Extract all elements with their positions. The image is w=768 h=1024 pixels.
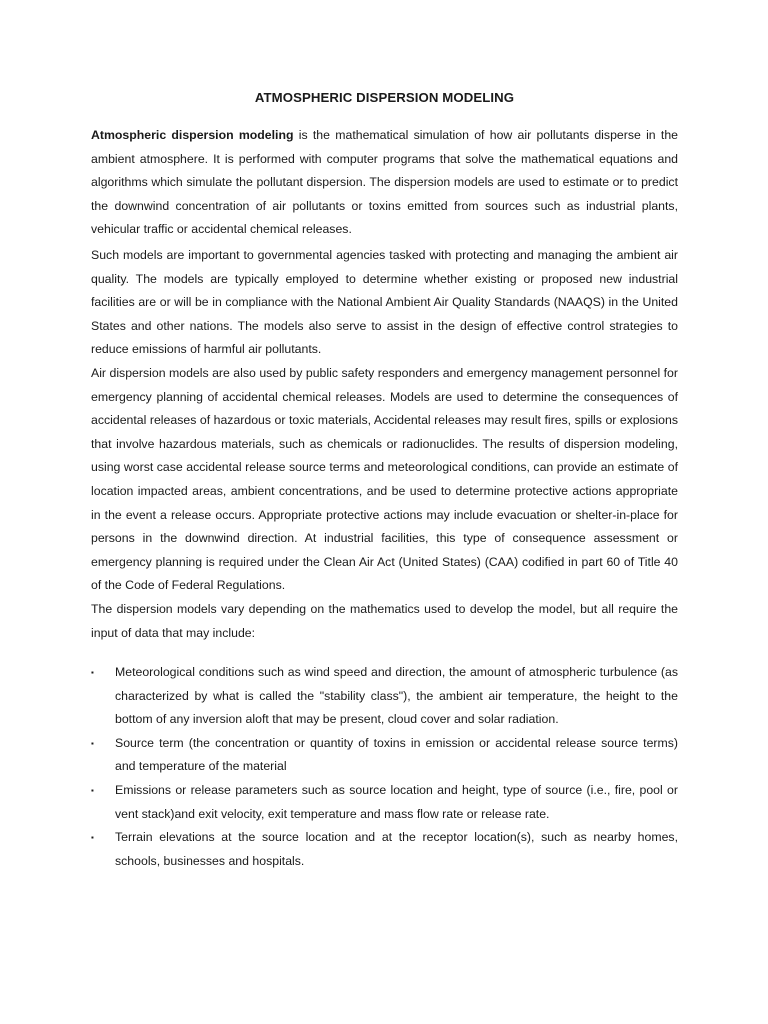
square-bullet-icon: ▪ — [91, 668, 94, 677]
paragraph-importance: Such models are important to governmental agencies tasked with protecting and managing the ambient air quality. The models are typically employed to determine whether existing or proposed new industrial facilities are or will be in compliance with the National Ambient Air Quality Standards (NAAQS) in the United States and other nations. The models also serve to assist in the design of effective control strategies to reduce emissions of harmful air pollutants. — [91, 248, 678, 357]
document-title: ATMOSPHERIC DISPERSION MODELING — [254, 90, 515, 105]
list-item-text: Meteorological conditions such as wind speed and direction, the amount of atmospheric turbulence (as characterized by what is called the "stability class"), the ambient air temperature, the height to the bottom of any inversion aloft that may be present, cloud cover and solar radiation. — [115, 665, 678, 727]
square-bullet-icon: ▪ — [91, 833, 94, 843]
list-item — [91, 732, 678, 779]
paragraph-lead-term: Atmospheric dispersion modeling — [91, 128, 294, 142]
list-item — [91, 826, 678, 873]
square-bullet-icon: ▪ — [91, 785, 94, 795]
square-bullet-icon: ▪ — [91, 738, 94, 748]
paragraph-text: is the mathematical simulation of how air pollutants disperse in the ambient atmosphere. It is performed with computer programs that solve the mathematical equations and algorithms which simulate the pollutant dispersion. The dispersion models are used to estimate or to predict the downwind concentration of air pollutants or toxins emitted from sources such as industrial plants, vehicular traffic or accidental chemical releases. — [91, 128, 678, 237]
list-item-text: Terrain elevations at the source location and at the receptor location(s), such as nearby homes, schools, businesses and hospitals. — [115, 830, 678, 868]
list-item — [91, 779, 678, 826]
list-item — [91, 661, 678, 732]
input-data-list — [91, 661, 678, 873]
list-item-text: Source term (the concentration or quantity of toxins in emission or accidental release source terms) and temperature of the material — [115, 735, 678, 774]
paragraph-intro — [91, 124, 678, 242]
paragraph-emergency-use: Air dispersion models are also used by public safety responders and emergency management personnel for emergency planning of accidental chemical releases. Models are used to determine the consequences of accidental releases of hazardous or toxic materials, Accidental releases may result fires, spills or explosions that involve hazardous materials, such as chemicals or radionuclides. The results of dispersion modeling, using worst case accidental release source terms and meteorological conditions, can provide an estimate of location impacted areas, ambient concentrations, and be used to determine protective actions appropriate in the event a release occurs. Appropriate protective actions may include evacuation or shelter-in-place for persons in the downwind direction. At industrial facilities, this type of consequence assessment or emergency planning is required under the Clean Air Act (United States) (CAA) codified in part 60 of Title 40 of the Code of Federal Regulations. — [91, 366, 678, 593]
list-item-text: Emissions or release parameters such as source location and height, type of source (i.e., fire, pool or vent stack)and exit velocity, exit temperature and mass flow rate or release rate. — [115, 782, 678, 821]
paragraph-inputs-intro: The dispersion models vary depending on the mathematics used to develop the model, but all require the input of data that may include: — [91, 602, 678, 640]
